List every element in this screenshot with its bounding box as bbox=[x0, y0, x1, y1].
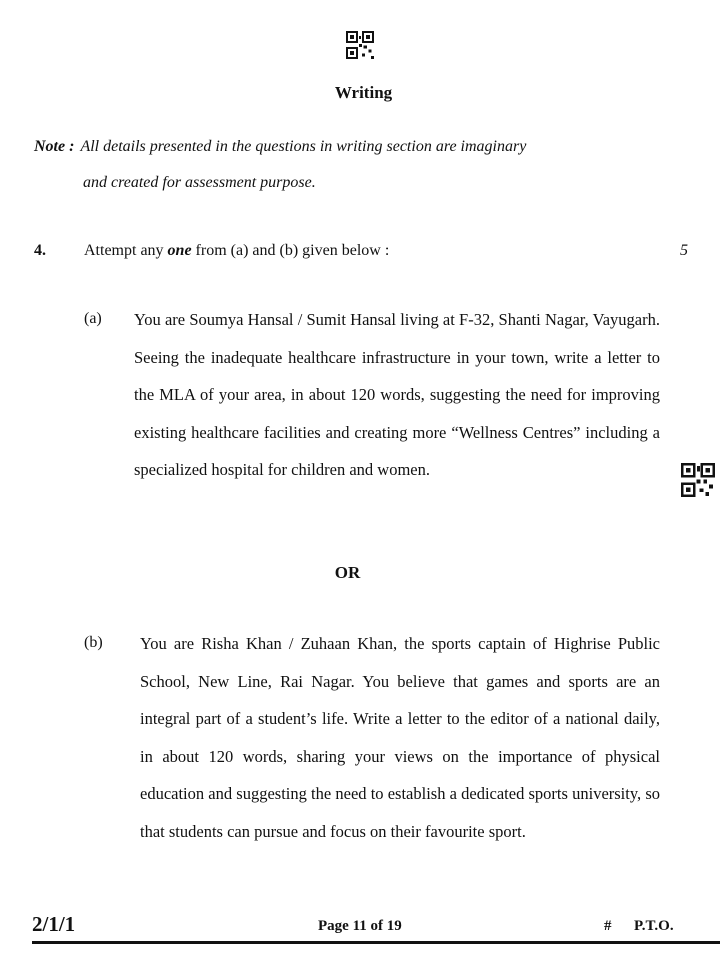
qr-code-icon bbox=[346, 31, 374, 59]
option-b-text: You are Risha Khan / Zuhaan Khan, the sports captain of Highrise Public School, New Line, Rai Nagar. You believe that games and sports are an integral part of a student’s life. Write a letter to the editor of a national daily, in about 120 words, sharing your views on the importance of physical education and suggesting the need to establish a dedicated sports university, so that students can pursue and focus on their favourite sport. bbox=[140, 634, 660, 841]
option-a-text: You are Soumya Hansal / Sumit Hansal living at F-32, Shanti Nagar, Vayugarh. Seeing the inadequate healthcare infrastructure in your town, write a letter to the MLA of your area, in about 120 words, suggesting the need for improving existing healthcare facilities and creating more “Wellness Centres” including a specialized hospital for children and women. bbox=[134, 310, 660, 480]
question-instruction bbox=[84, 242, 389, 260]
instruction-emphasis: one bbox=[167, 242, 192, 259]
section-heading: Writing bbox=[334, 83, 393, 102]
question-number: 4. bbox=[34, 242, 46, 259]
note-line-1 bbox=[34, 138, 526, 156]
note-label: Note : bbox=[34, 138, 75, 155]
page-number: Page 11 of 19 bbox=[318, 918, 402, 934]
option-a-label: (a) bbox=[84, 310, 102, 327]
or-separator: OR bbox=[334, 563, 361, 582]
instruction-before: Attempt any bbox=[84, 242, 168, 259]
note-text-2: and created for assessment purpose. bbox=[83, 174, 316, 191]
instruction-after: from (a) and (b) given below : bbox=[191, 242, 390, 259]
paper-code: 2/1/1 bbox=[32, 912, 76, 936]
pto-label: P.T.O. bbox=[634, 918, 674, 934]
question-marks: 5 bbox=[680, 242, 688, 259]
qr-code-icon bbox=[681, 463, 715, 497]
hash-mark: # bbox=[604, 918, 612, 934]
footer-rule bbox=[32, 941, 720, 944]
option-b-label: (b) bbox=[84, 634, 103, 651]
note-text-1: All details presented in the questions in writing section are imaginary bbox=[80, 138, 527, 155]
